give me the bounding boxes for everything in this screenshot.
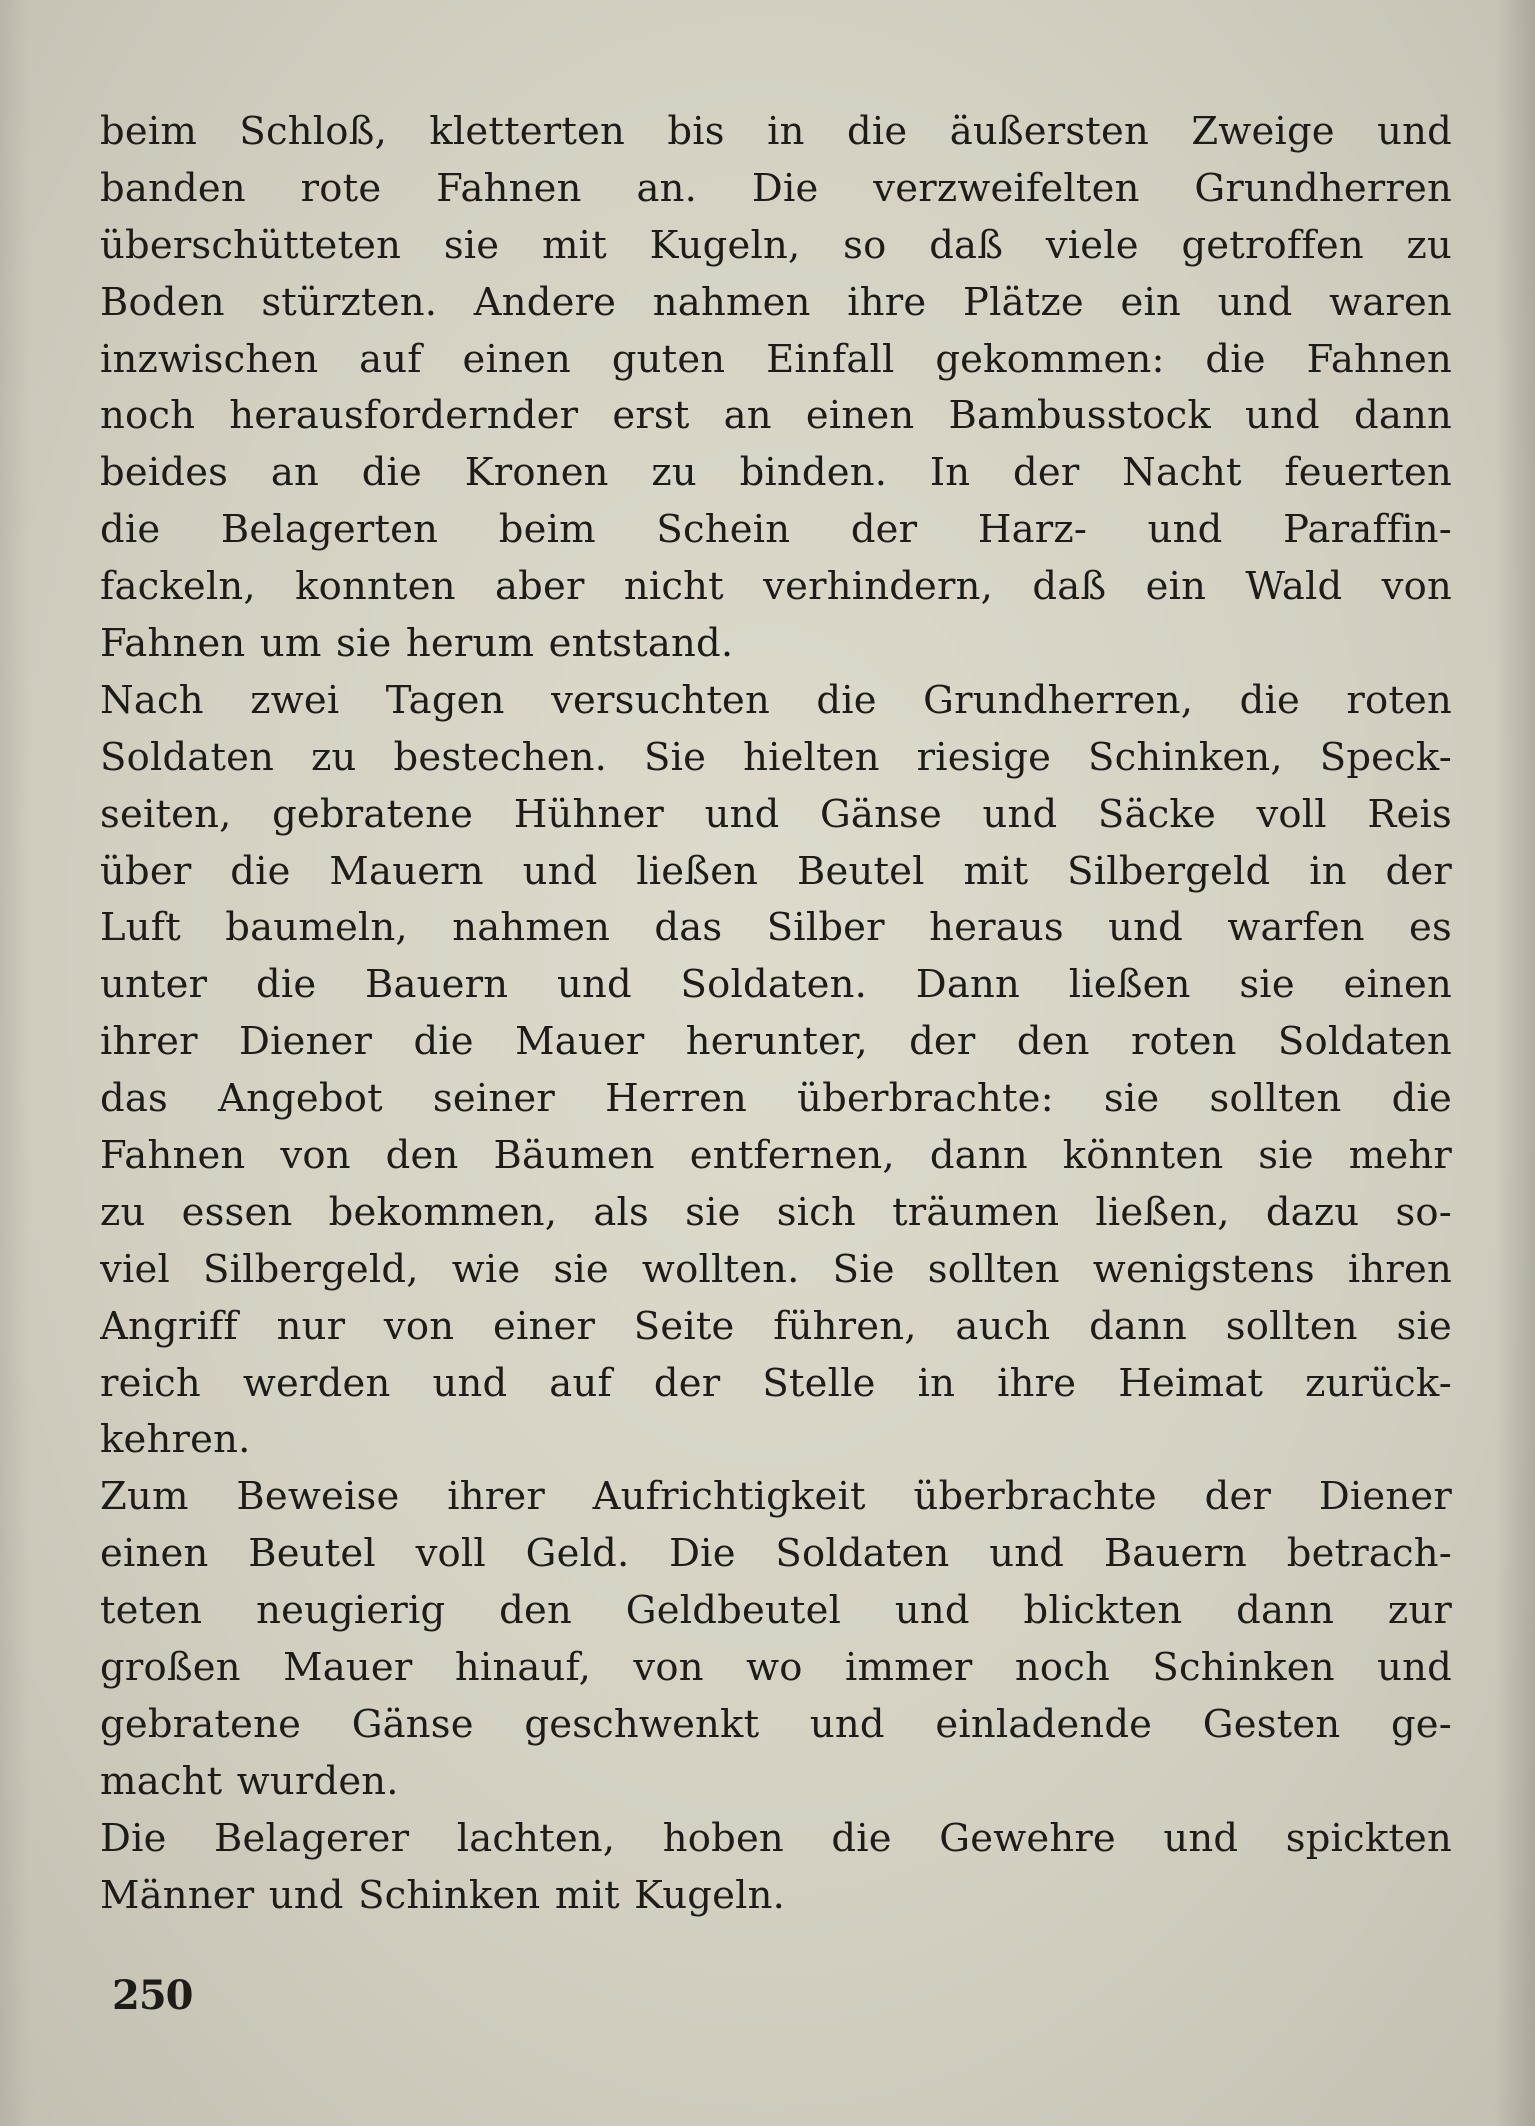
text-line: beim Schloß, kletterten bis in die äußersten Zweige und	[100, 109, 1452, 154]
text-line: überschütteten sie mit Kugeln, so daß viele getroffen zu	[100, 222, 1452, 268]
text-line: inzwischen auf einen guten Einfall gekommen: die Fahnen	[100, 336, 1452, 382]
text-line: Soldaten zu bestechen. Sie hielten riesige Schinken, Speck-	[100, 734, 1452, 780]
text-line: Männer und Schinken mit Kugeln.	[100, 1872, 786, 1918]
text-line: macht wurden.	[100, 1758, 399, 1804]
text-line: die Belagerten beim Schein der Harz- und Paraffin-	[100, 507, 1452, 553]
body-text	[100, 104, 1452, 1925]
text-line: banden rote Fahnen an. Die verzweifelten Grundherren	[100, 165, 1452, 211]
text-line: Fahnen um sie herum entstand.	[100, 621, 734, 667]
text-line: Fahnen von den Bäumen entfernen, dann könnten sie mehr	[100, 1133, 1452, 1179]
text-line: fackeln, konnten aber nicht verhindern, daß ein Wald von	[100, 564, 1452, 610]
text-line: seiten, gebratene Hühner und Gänse und Säcke voll Reis	[100, 791, 1452, 837]
text-line: Luft baumeln, nahmen das Silber heraus und warfen es	[100, 905, 1452, 951]
text-line: das Angebot seiner Herren überbrachte: sie sollten die	[100, 1076, 1452, 1122]
text-line: Die Belagerer lachten, hoben die Gewehre und spickten	[100, 1815, 1452, 1861]
text-line: zu essen bekommen, als sie sich träumen ließen, dazu so-	[100, 1189, 1452, 1235]
page-number: 250	[112, 1972, 193, 2019]
page-edge-shadow-right	[1495, 0, 1535, 2126]
text-line: viel Silbergeld, wie sie wollten. Sie sollten wenigstens ihren	[100, 1246, 1452, 1292]
text-line: Nach zwei Tagen versuchten die Grundherren, die roten	[100, 677, 1452, 723]
page-edge-shadow-left	[0, 0, 30, 2126]
text-line: noch herausfordernder erst an einen Bambusstock und dann	[100, 393, 1452, 439]
text-line: ihrer Diener die Mauer herunter, der den roten Soldaten	[100, 1019, 1452, 1065]
text-line: Boden stürzten. Andere nahmen ihre Plätze ein und waren	[100, 279, 1452, 325]
text-line: Zum Beweise ihrer Aufrichtigkeit überbrachte der Diener	[100, 1474, 1452, 1520]
text-line: großen Mauer hinauf, von wo immer noch Schinken und	[100, 1645, 1452, 1691]
text-line: kehren.	[100, 1417, 251, 1463]
text-line: Angriff nur von einer Seite führen, auch dann sollten sie	[100, 1303, 1452, 1349]
text-line: gebratene Gänse geschwenkt und einladende Gesten ge-	[100, 1701, 1452, 1747]
text-line: reich werden und auf der Stelle in ihre Heimat zurück-	[100, 1360, 1452, 1406]
text-line: unter die Bauern und Soldaten. Dann ließen sie einen	[100, 962, 1452, 1008]
text-line: teten neugierig den Geldbeutel und blickten dann zur	[100, 1588, 1452, 1634]
text-line: über die Mauern und ließen Beutel mit Silbergeld in der	[100, 848, 1452, 894]
text-line: beides an die Kronen zu binden. In der Nacht feuerten	[100, 450, 1452, 496]
text-line: einen Beutel voll Geld. Die Soldaten und Bauern betrach-	[100, 1531, 1452, 1577]
